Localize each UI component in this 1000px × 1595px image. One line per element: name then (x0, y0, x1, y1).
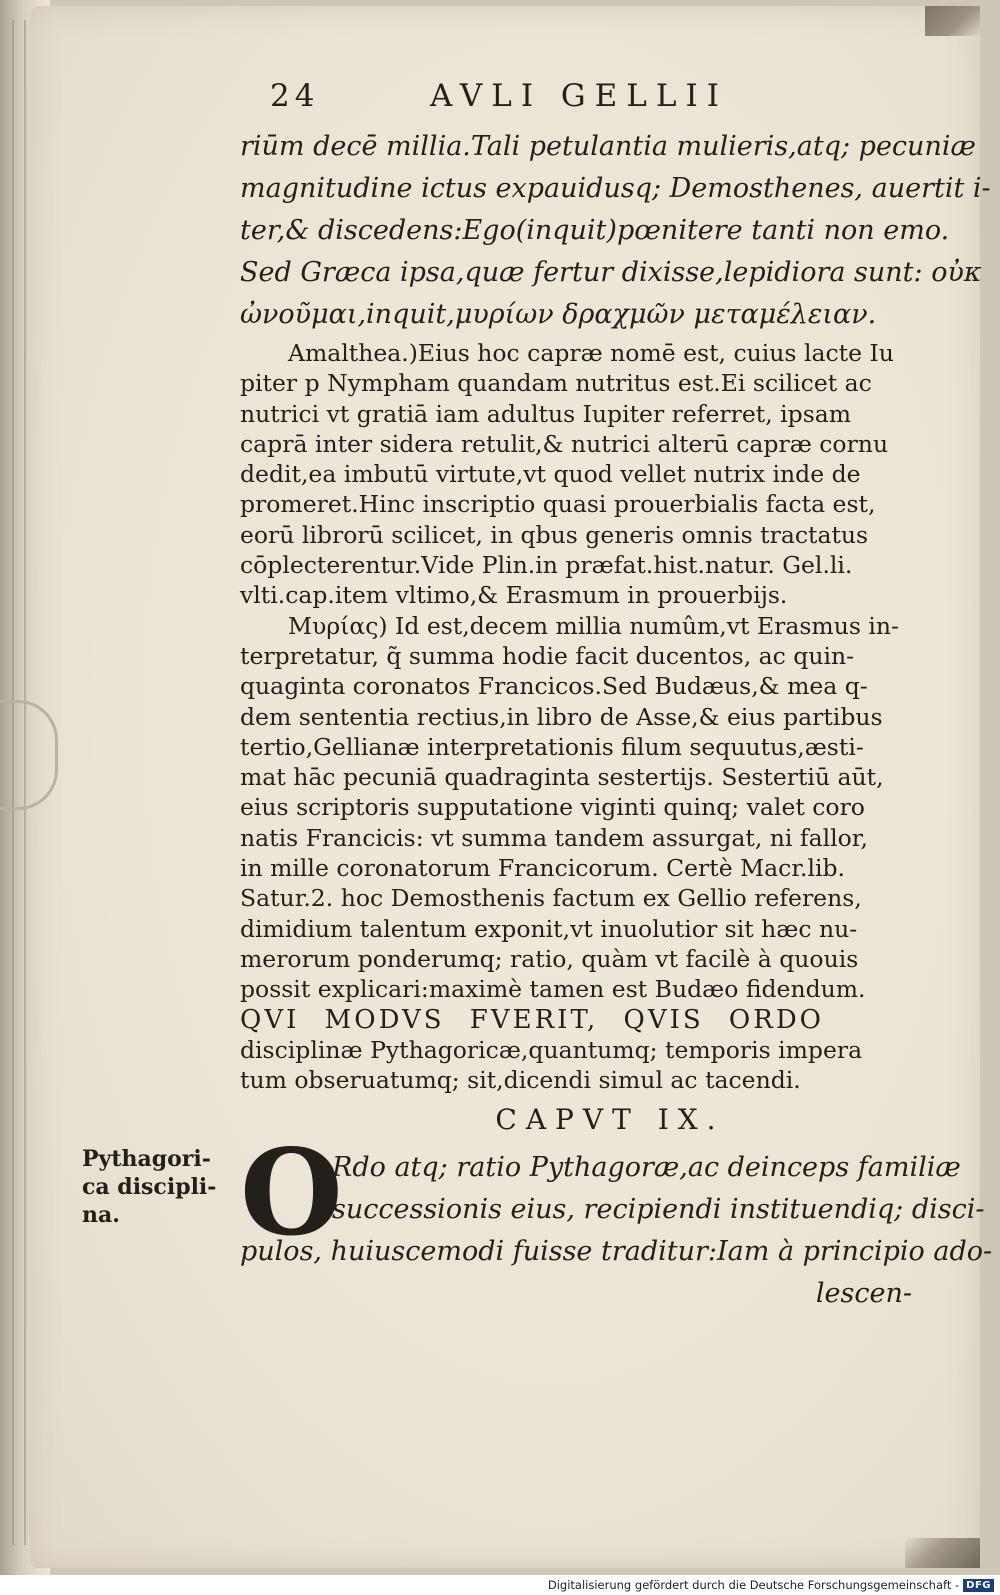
chapter-summary-caps: QVI MODVS FVERIT, QVIS ORDO (240, 1004, 824, 1035)
text-block (240, 78, 993, 1315)
text-line: dimidium talentum exponit,vt inuolutior sit hæc nu- (240, 914, 858, 943)
text-line: dem sententia rectius,in libro de Asse,& eius partibus (240, 702, 883, 731)
text-line: eius scriptoris supputatione viginti quinq; valet coro (240, 793, 865, 822)
text-line: mat hāc pecuniā quadraginta sestertijs. Sestertiū aūt, (240, 763, 884, 792)
text-line: merorum ponderumq; ratio, quàm vt facilè à quouis (240, 944, 859, 973)
text-line: Amalthea.)Eius hoc capræ nomē est, cuius lacte Iu (288, 339, 894, 367)
text-line: tertio,Gellianæ interpretationis filum sequutus,æsti- (240, 732, 864, 761)
text-line: caprā inter sidera retulit,& nutrici alterū capræ cornu (240, 429, 889, 458)
text-line: promeret.Hinc inscriptio quasi prouerbialis facta est, (240, 490, 876, 519)
running-title: AVLI GELLII (430, 78, 728, 114)
text-line: Μυρίας) Id est,decem millia numûm,vt Erasmus in- (288, 611, 899, 640)
text-line: possit explicari:maximè tamen est Budæo fidendum. (240, 975, 866, 1004)
page-number: 24 (270, 78, 320, 114)
text-line: vlti.cap.item vltimo,& Erasmum in prouerbijs. (240, 581, 788, 610)
funding-credit-text: Digitalisierung gefördert durch die Deutsche Forschungsgemeinschaft - (547, 1578, 960, 1592)
text-line: cōplecterentur.Vide Plin.in præfat.hist.natur. Gel.li. (240, 551, 853, 580)
text-line: ter,& discedens:Ego(inquit)pœnitere tanti non emo. (240, 215, 950, 246)
footer-credit (548, 1578, 994, 1592)
marginal-line: na. (82, 1202, 120, 1228)
text-line: Sed Græca ipsa,quæ fertur dixisse,lepidiora sunt: οὐκ (240, 257, 982, 288)
text-line: tum obseruatumq; sit,dicendi simul ac tacendi. (240, 1066, 801, 1095)
text-line: nutrici vt gratiā iam adultus Iupiter referret, ipsam (240, 399, 852, 428)
chapter-heading: CAPVT IX. (495, 1103, 725, 1137)
text-line: magnitudine ictus expauidusq; Demosthenes, auertit i- (240, 173, 991, 204)
marginal-note (82, 1145, 232, 1229)
commentary-passage (240, 338, 940, 1095)
text-line: quaginta coronatos Francicos.Sed Budæus,& mea q- (240, 672, 868, 701)
marginal-line: ca discipli- (82, 1174, 217, 1200)
text-line: riūm decē millia.Tali petulantia mulieris,atq; pecuniæ (240, 131, 976, 162)
text-line: piter p Nympham quandam nutritus est.Ei scilicet ac (240, 369, 872, 398)
text-line: in mille coronatorum Francicorum. Certè Macr.lib. (240, 854, 845, 883)
marginal-line: Pythagori- (82, 1146, 211, 1172)
page-clip (0, 700, 58, 810)
text-line: dedit,ea imbutū virtute,vt quod vellet nutrix inde de (240, 460, 861, 489)
chapter-text (240, 1123, 993, 1315)
text-line: disciplinæ Pythagoricæ,quantumq; temporis impera (240, 1035, 863, 1064)
dfg-logo: DFG (963, 1579, 994, 1592)
text-line: Rdo atq; ratio Pythagoræ,ac deinceps familiæ (332, 1152, 961, 1184)
text-line: natis Francicis: vt summa tandem assurgat, ni fallor, (240, 823, 868, 852)
text-line: eorū librorū scilicet, in qbus generis omnis tractatus (240, 520, 869, 549)
drop-capital: O (240, 1123, 343, 1263)
text-line: pulos, huiuscemodi fuisse traditur:Iam à principio ado- (240, 1236, 993, 1268)
text-line: Satur.2. hoc Demosthenis factum ex Gellio referens, (240, 884, 862, 913)
binding-corner-top (925, 6, 980, 36)
page-header (240, 78, 940, 126)
text-line: successionis eius, recipiendi instituendiq; disci- (332, 1194, 985, 1226)
binding-corner-bottom (905, 1538, 980, 1568)
text-line: ὠνοῦμαι,inquit,μυρίων δραχμῶν μεταμέλειαν. (240, 299, 877, 330)
catchword: lescen- (815, 1278, 912, 1310)
text-line: terpretatur, q̃ summa hodie facit ducentos, ac quin- (240, 641, 855, 670)
italic-passage (240, 126, 991, 336)
